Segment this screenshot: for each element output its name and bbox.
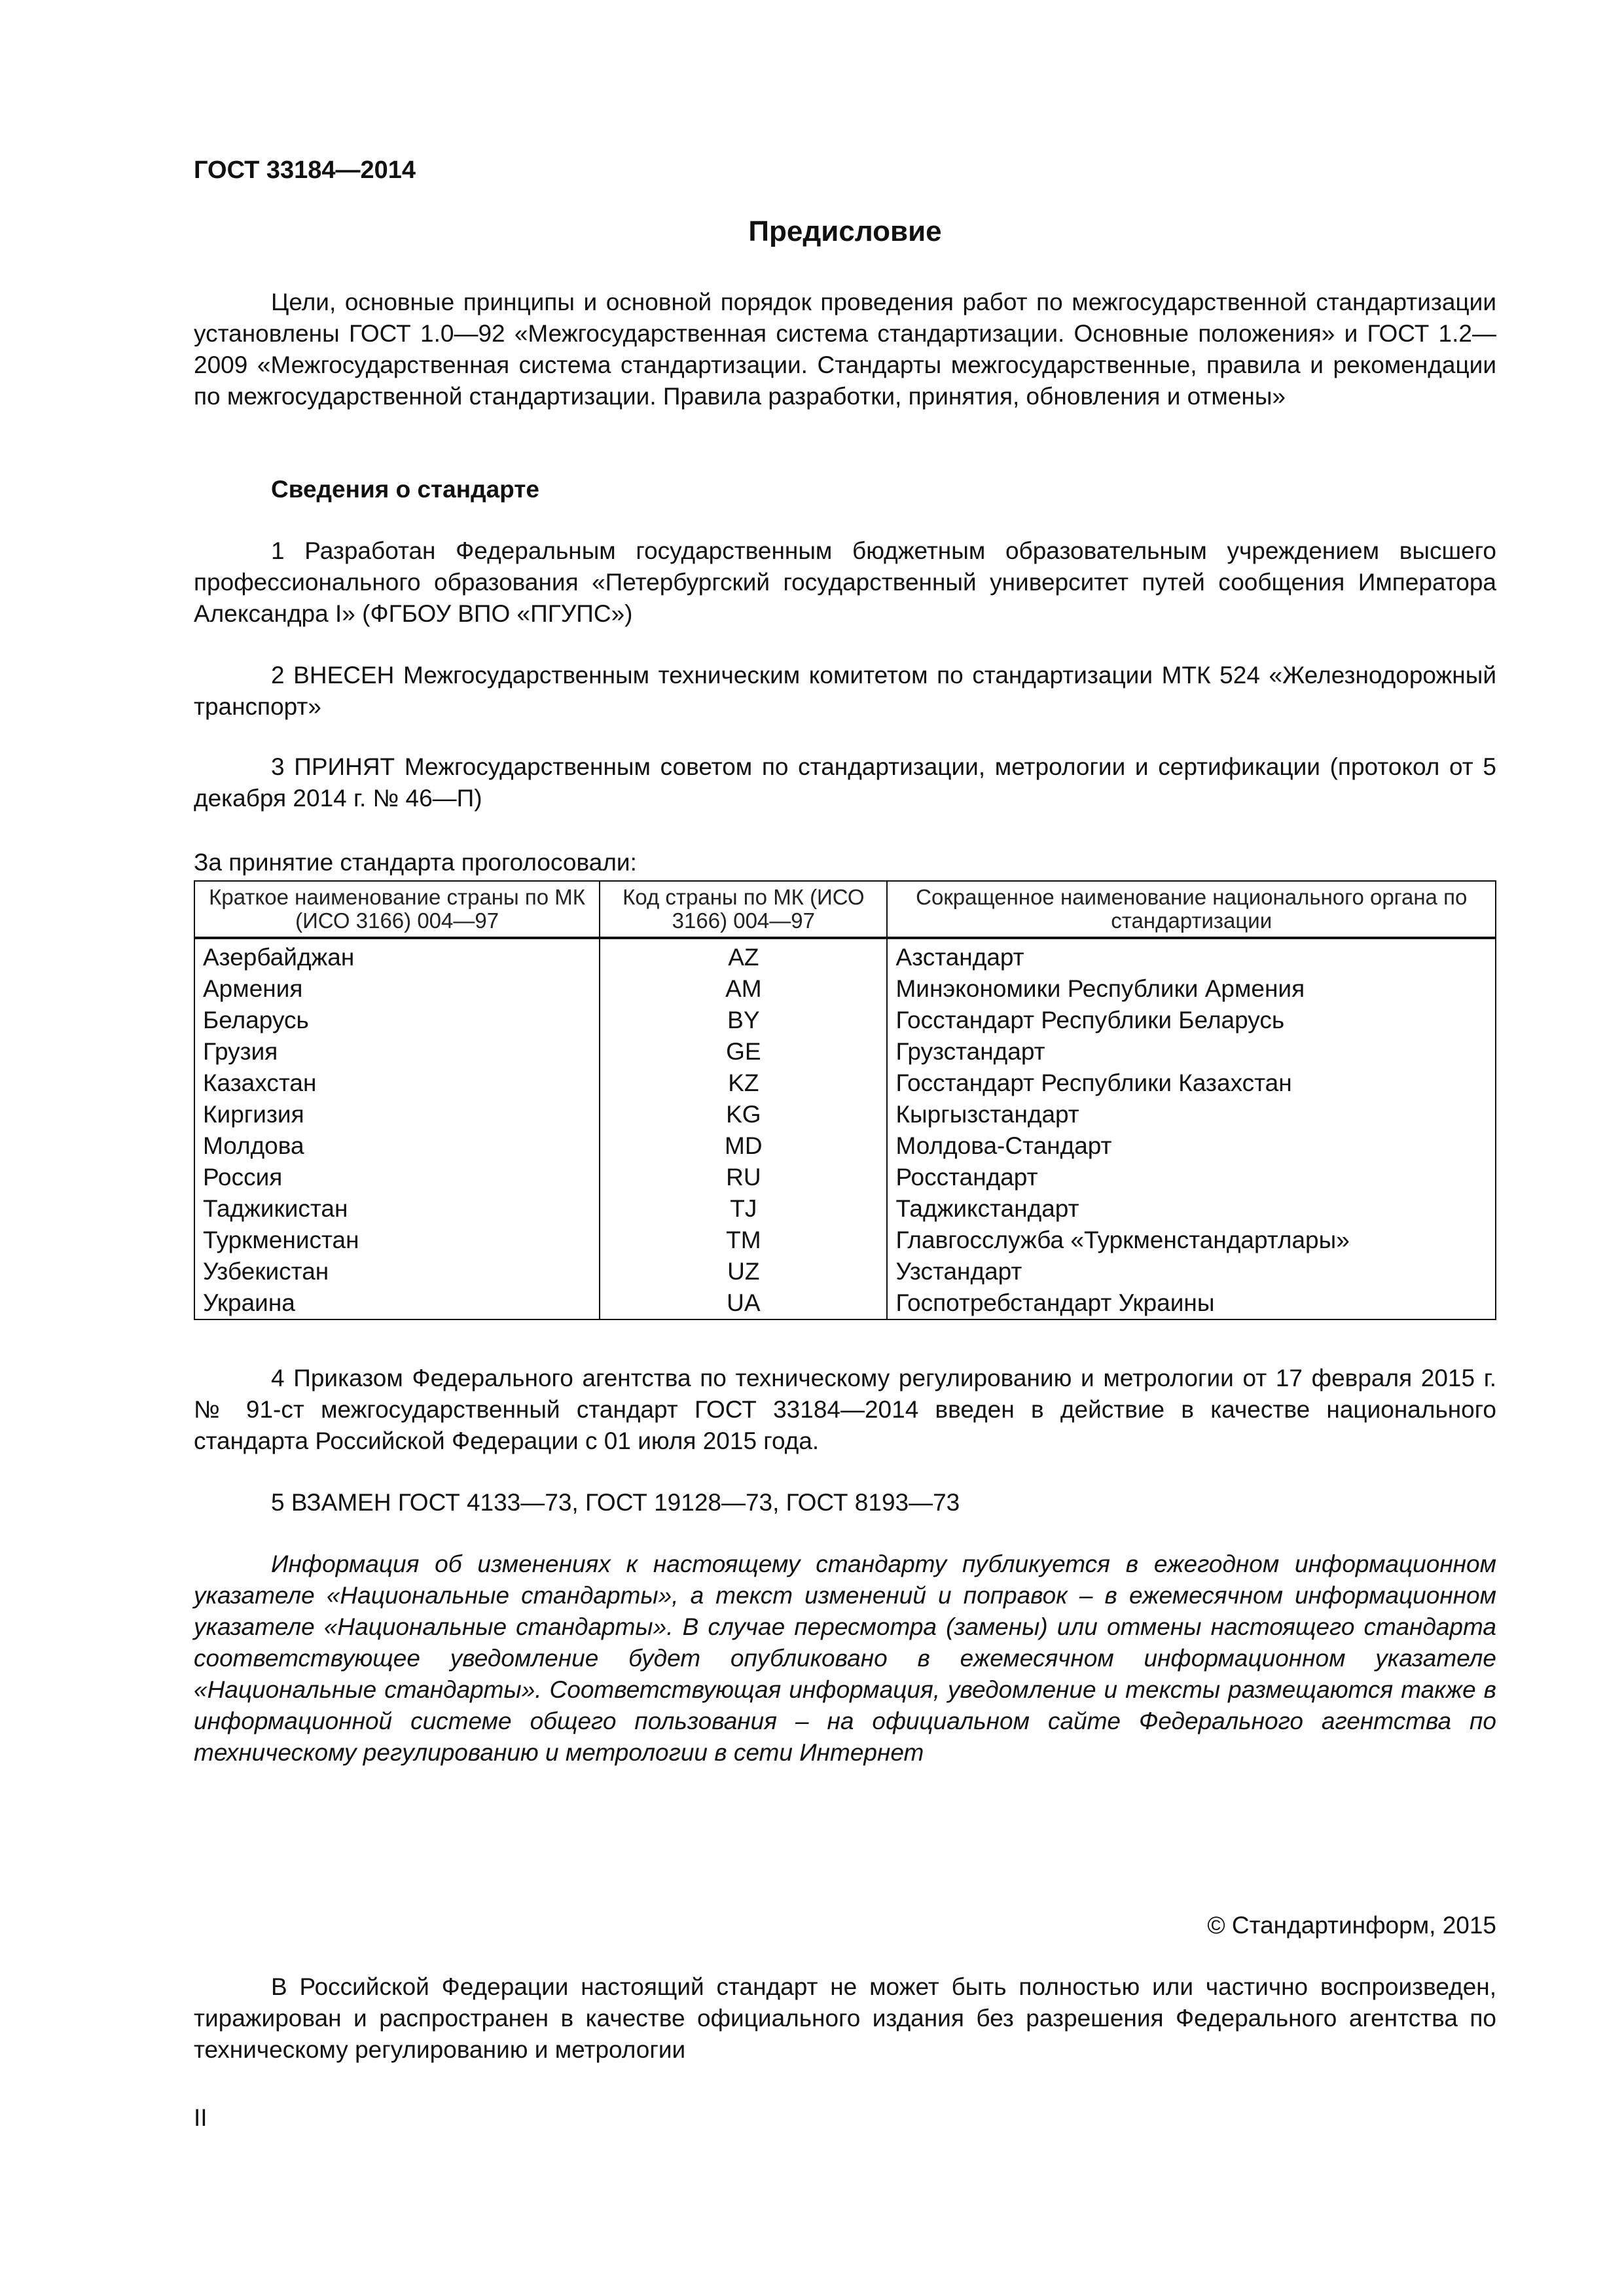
page-title: Предисловие — [748, 215, 942, 247]
code-cell: RU — [600, 1162, 887, 1193]
vote-caption: За принятие стандарта проголосовали: — [194, 849, 637, 876]
code-cell: TJ — [600, 1193, 887, 1225]
country-cell: Беларусь — [194, 1005, 600, 1036]
code-cell: KG — [600, 1099, 887, 1130]
code-cell: TM — [600, 1225, 887, 1256]
body-cell: Госпотребстандарт Украины — [887, 1287, 1496, 1319]
changes-info: Информация об изменениях к настоящему стандарту публикуется в ежегодном информационном указателе «Национальные стандарты», а текст изменений и поправок – в ежемесячном информационном указателе «Национальные стандарты». В случае пересмотра (замены) или отмены настоящего стандарта соответствующее уведомление будет опубликовано в ежемесячном информационном указателе «Национальные стандарты». Соответствующая информация, уведомление и тексты размещаются также в информационной системе общего пользования – на официальном сайте Федерального агентства по техническому регулированию и метрологии в сети Интернет — [194, 1551, 1496, 1766]
table-header-row — [194, 881, 1496, 938]
country-cell: Россия — [194, 1162, 600, 1193]
table-row — [194, 1067, 1496, 1099]
body-cell: Узстандарт — [887, 1256, 1496, 1287]
table-row — [194, 1036, 1496, 1067]
body-cell: Главгосслужба «Туркменстандартлары» — [887, 1225, 1496, 1256]
code-cell: UA — [600, 1287, 887, 1319]
reproduction-notice: В Российской Федерации настоящий стандарт не может быть полностью или частично воспроизведен, тиражирован и распространен в качестве официального издания без разрешения Федерального агентства по техническому регулированию и метрологии — [194, 1973, 1496, 2063]
country-cell: Туркменистан — [194, 1225, 600, 1256]
code-cell: AM — [600, 973, 887, 1005]
intro-paragraph: Цели, основные принципы и основной порядок проведения работ по межгосударственной стандартизации установлены ГОСТ 1.0—92 «Межгосударственная система стандартизации. Основные положения» и ГОСТ 1.2—2009 «Межгосударственная система стандартизации. Стандарты межгосударственные, правила и рекомендации по межгосударственной стандартизации. Правила разработки, принятия, обновления и отмены» — [194, 289, 1496, 410]
table-row — [194, 1256, 1496, 1287]
table-row — [194, 1162, 1496, 1193]
table-row — [194, 1225, 1496, 1256]
table-row — [194, 1099, 1496, 1130]
country-cell: Украина — [194, 1287, 600, 1319]
table-row — [194, 1005, 1496, 1036]
page-number: II — [194, 2104, 208, 2131]
country-cell: Таджикистан — [194, 1193, 600, 1225]
voting-table — [194, 880, 1496, 1320]
body-cell: Росстандарт — [887, 1162, 1496, 1193]
country-cell: Казахстан — [194, 1067, 600, 1099]
item-2: 2 ВНЕСЕН Межгосударственным техническим комитетом по стандартизации МТК 524 «Железнодорожный транспорт» — [194, 662, 1496, 720]
column-header-code: Код страны по МК (ИСО 3166) 004—97 — [600, 881, 887, 938]
country-cell: Грузия — [194, 1036, 600, 1067]
item-5: 5 ВЗАМЕН ГОСТ 4133—73, ГОСТ 19128—73, ГОСТ 8193—73 — [271, 1489, 960, 1516]
country-cell: Армения — [194, 973, 600, 1005]
body-cell: Таджикстандарт — [887, 1193, 1496, 1225]
body-cell: Госстандарт Республики Казахстан — [887, 1067, 1496, 1099]
country-cell: Молдова — [194, 1130, 600, 1162]
item-4: 4 Приказом Федерального агентства по техническому регулированию и метрологии от 17 февраля 2015 г. № 91-ст межгосударственный стандарт ГОСТ 33184—2014 введен в действие в качестве национального стандарта Российской Федерации с 01 июля 2015 года. — [194, 1365, 1496, 1454]
copyright: © Стандартинформ, 2015 — [1207, 1912, 1496, 1939]
country-cell: Киргизия — [194, 1099, 600, 1130]
table-row — [194, 1130, 1496, 1162]
body-cell: Минэкономики Республики Армения — [887, 973, 1496, 1005]
info-heading: Сведения о стандарте — [271, 476, 539, 503]
document-code: ГОСТ 33184—2014 — [194, 156, 416, 184]
table-row — [194, 1193, 1496, 1225]
code-cell: BY — [600, 1005, 887, 1036]
body-cell: Госстандарт Республики Беларусь — [887, 1005, 1496, 1036]
table-row — [194, 973, 1496, 1005]
code-cell: AZ — [600, 938, 887, 973]
column-header-body: Сокращенное наименование национального органа по стандартизации — [887, 881, 1496, 938]
body-cell: Кыргызстандарт — [887, 1099, 1496, 1130]
item-1: 1 Разработан Федеральным государственным бюджетным образовательным учреждением высшего профессионального образования «Петербургский государственный университет путей сообщения Императора Александра I» (ФГБОУ ВПО «ПГУПС») — [194, 537, 1496, 627]
body-cell: Грузстандарт — [887, 1036, 1496, 1067]
code-cell: KZ — [600, 1067, 887, 1099]
item-3: 3 ПРИНЯТ Межгосударственным советом по стандартизации, метрологии и сертификации (протокол от 5 декабря 2014 г. № 46—П) — [194, 753, 1496, 812]
code-cell: GE — [600, 1036, 887, 1067]
country-cell: Узбекистан — [194, 1256, 600, 1287]
country-cell: Азербайджан — [194, 938, 600, 973]
code-cell: UZ — [600, 1256, 887, 1287]
table-row — [194, 938, 1496, 973]
column-header-country: Краткое наименование страны по МК (ИСО 3166) 004—97 — [194, 881, 600, 938]
code-cell: MD — [600, 1130, 887, 1162]
body-cell: Азстандарт — [887, 938, 1496, 973]
table-row — [194, 1287, 1496, 1319]
body-cell: Молдова-Стандарт — [887, 1130, 1496, 1162]
